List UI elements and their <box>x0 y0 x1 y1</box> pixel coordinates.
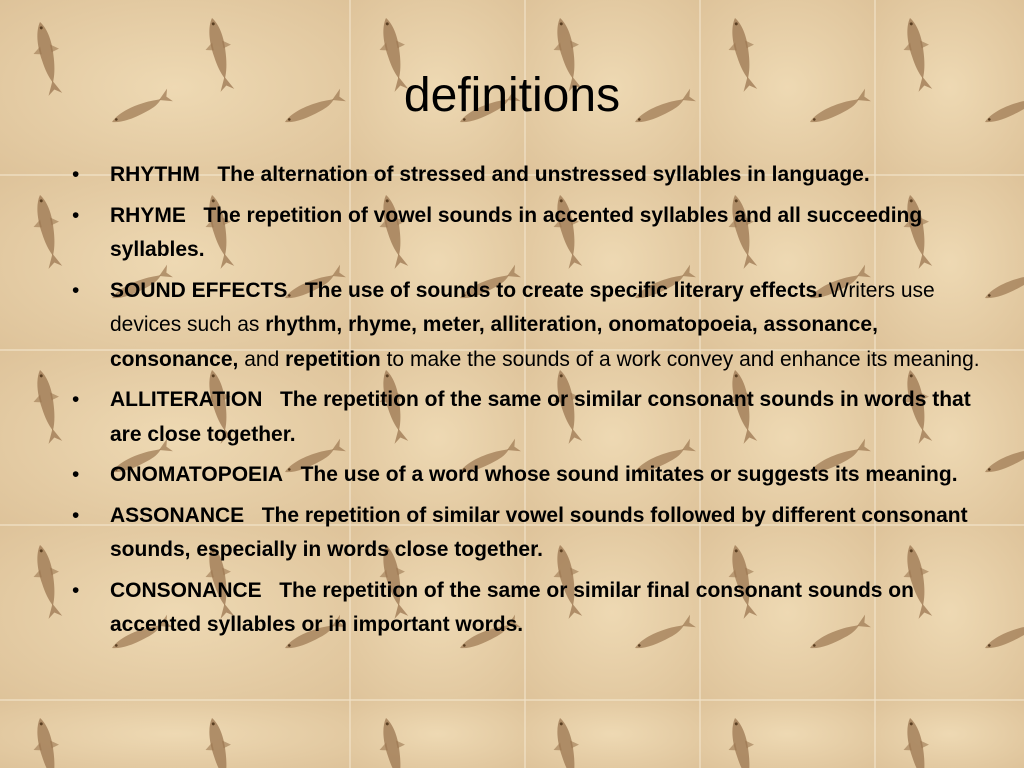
extra-text-3: to make the sounds of a work convey and enhance its meaning. <box>380 347 980 371</box>
bullet-icon: • <box>72 163 80 186</box>
term: SOUND EFFECTS <box>110 278 288 302</box>
term: CONSONANCE <box>110 578 262 602</box>
extra-text-1: Writers use devices such as <box>110 278 935 336</box>
term: ASSONANCE <box>110 503 245 527</box>
slide-title: definitions <box>403 69 621 122</box>
list-item-rhythm <box>72 158 992 193</box>
extra-bold-repetition: repetition <box>285 347 381 371</box>
definition: The use of sounds to create specific literary effects. <box>304 278 824 302</box>
list-item-onomatopoeia <box>72 458 992 493</box>
bullet-icon: • <box>72 278 80 302</box>
term: ONOMATOPOEIA <box>110 463 284 486</box>
term: ALLITERATION <box>110 388 263 411</box>
list-item-rhyme <box>72 199 992 268</box>
extra-text-2: and <box>238 347 286 371</box>
bullet-icon: • <box>72 503 80 527</box>
bullet-icon: • <box>72 463 80 486</box>
term: RHYTHM <box>110 163 200 186</box>
bullet-icon: • <box>72 203 80 227</box>
definition: The repetition of vowel sounds in accented syllables and all succeeding syllables. <box>110 203 923 261</box>
list-item-consonance <box>72 574 992 643</box>
bullet-icon: • <box>72 388 80 411</box>
list-item-sound-effects <box>72 274 992 378</box>
definition: The repetition of the same or similar consonant sounds in words that are close together. <box>110 388 971 446</box>
list-item-alliteration <box>72 383 992 452</box>
extra-bold-devices: rhythm, rhyme, meter, alliteration, onomatopoeia, assonance, consonance, <box>110 313 878 371</box>
definition-list <box>72 158 992 649</box>
definition: The repetition of similar vowel sounds followed by different consonant sounds, especially in words close together. <box>110 503 968 561</box>
definition: The alternation of stressed and unstressed syllables in language. <box>217 163 870 186</box>
list-item-assonance <box>72 499 992 568</box>
bullet-icon: • <box>72 578 80 602</box>
definition: The repetition of the same or similar final consonant sounds on accented syllables or in important words. <box>110 578 914 636</box>
definition: The use of a word whose sound imitates or suggests its meaning. <box>300 463 958 486</box>
term: RHYME <box>110 203 186 227</box>
